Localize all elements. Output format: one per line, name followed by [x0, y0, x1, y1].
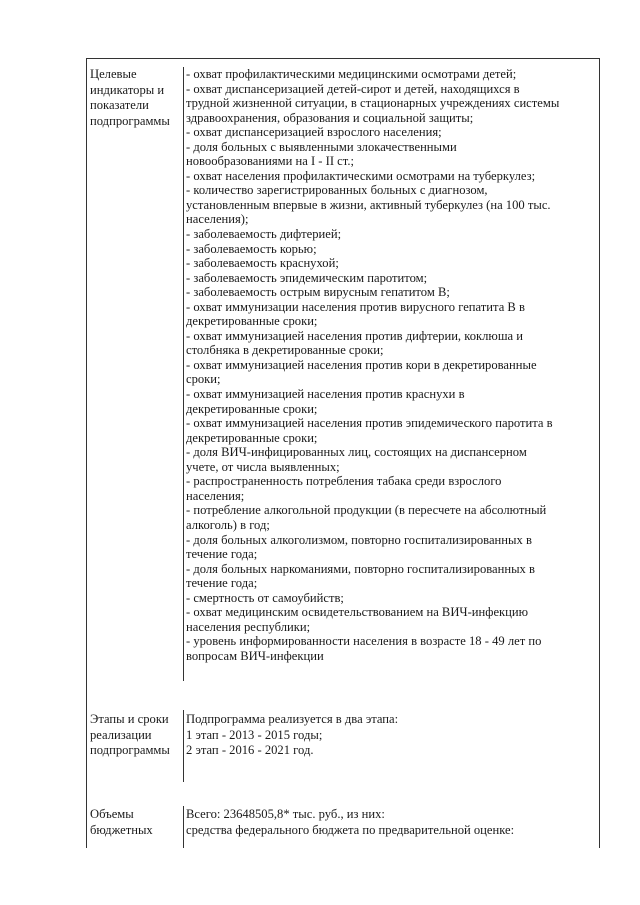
row-content-budget-volumes [186, 807, 586, 838]
content-line: населения; [186, 488, 245, 503]
content-line: здравоохранения, образования и социальной защиты; [186, 110, 474, 125]
content-line: декретированные сроки; [186, 401, 318, 416]
content-line: Всего: 23648505,8* тыс. руб., из них: [186, 807, 385, 821]
content-line: - заболеваемость корью; [186, 241, 317, 256]
content-line: - потребление алкогольной продукции (в пересчете на абсолютный [186, 503, 547, 518]
content-line: течение года; [186, 576, 258, 591]
content-line: - смертность от самоубийств; [186, 590, 344, 605]
content-line: - охват медицинским освидетельствованием на ВИЧ-инфекцию [186, 605, 529, 620]
table-left-border [86, 58, 87, 848]
content-line: алкоголь) в год; [186, 517, 270, 532]
content-line: столбняка в декретированные сроки; [186, 343, 384, 358]
content-line: - заболеваемость краснухой; [186, 256, 339, 271]
content-line: - охват иммунизацией населения против эпидемического паротита в [186, 416, 553, 431]
content-line: - уровень информированности населения в возрасте 18 - 49 лет по [186, 634, 542, 649]
content-line: - доля ВИЧ-инфицированных лиц, состоящих на диспансерном [186, 445, 527, 460]
content-line: - распространенность потребления табака среди взрослого [186, 474, 502, 489]
row-label-budget-volumes: Объемы бюджетных [90, 807, 153, 837]
content-line: - охват населения профилактическими осмотрами на туберкулез; [186, 168, 536, 183]
content-line: - охват диспансеризацией детей-сирот и детей, находящихся в [186, 81, 520, 96]
content-line: - охват иммунизацией населения против кори в декретированные [186, 357, 537, 372]
content-line: декретированные сроки; [186, 314, 318, 329]
content-line: - охват профилактическими медицинскими осмотрами детей; [186, 67, 517, 81]
content-line: - доля больных наркоманиями, повторно госпитализированных в [186, 561, 535, 576]
content-line: - заболеваемость острым вирусным гепатитом В; [186, 285, 450, 300]
row-label-stages-and-terms: Этапы и сроки реализации подпрограммы [90, 712, 170, 758]
content-line: декретированные сроки; [186, 430, 318, 445]
content-line: сроки; [186, 372, 221, 387]
content-line: - количество зарегистрированных больных с диагнозом, [186, 183, 488, 198]
column-divider-row2 [183, 710, 184, 782]
content-line: 1 этап - 2013 - 2015 годы; [186, 727, 323, 742]
column-divider-row1 [183, 67, 184, 681]
content-line: населения); [186, 212, 249, 227]
content-line: - доля больных алкоголизмом, повторно госпитализированных в [186, 532, 532, 547]
content-line: - заболеваемость эпидемическим паротитом; [186, 270, 428, 285]
content-line: - доля больных с выявленными злокачественными [186, 139, 457, 154]
content-line: - охват диспансеризацией взрослого населения; [186, 125, 442, 140]
content-line: учете, от числа выявленных; [186, 459, 340, 474]
table-right-border [599, 58, 600, 848]
content-line: трудной жизненной ситуации, в стационарных учреждениях системы [186, 96, 560, 111]
row-label-target-indicators: Целевые индикаторы и показатели подпрограммы [90, 67, 170, 128]
content-line: новообразованиями на I - II ст.; [186, 154, 354, 169]
table-top-border [86, 58, 600, 59]
content-line: Подпрограмма реализуется в два этапа: [186, 712, 399, 726]
content-line: - охват иммунизацией населения против дифтерии, коклюша и [186, 328, 523, 343]
column-divider-row3 [183, 806, 184, 848]
content-line: средства федерального бюджета по предварительной оценке: [186, 822, 515, 837]
row-content-target-indicators [186, 67, 586, 663]
content-line: вопросам ВИЧ-инфекции [186, 648, 324, 663]
content-line: установленным впервые в жизни, активный туберкулез (на 100 тыс. [186, 197, 551, 212]
content-line: населения республики; [186, 619, 311, 634]
content-line: течение года; [186, 547, 258, 562]
content-line: - охват иммунизации населения против вирусного гепатита В в [186, 299, 525, 314]
content-line: - охват иммунизацией населения против краснухи в [186, 387, 465, 402]
content-line: - заболеваемость дифтерией; [186, 227, 342, 242]
content-line: 2 этап - 2016 - 2021 год. [186, 743, 314, 758]
row-content-stages-and-terms [186, 712, 586, 759]
